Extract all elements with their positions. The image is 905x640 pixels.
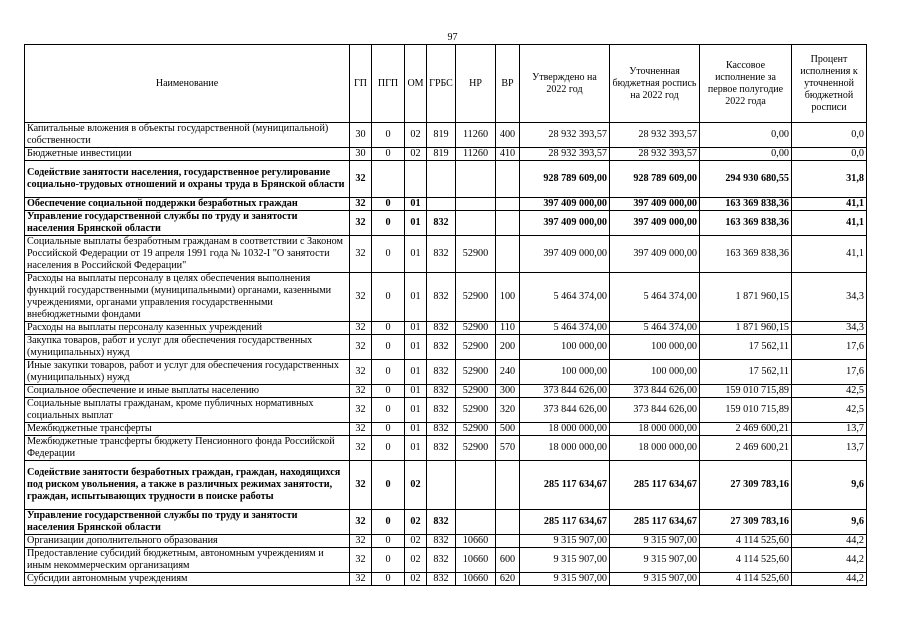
table-cell-grbs <box>427 198 456 211</box>
table-cell-om: 02 <box>405 548 427 573</box>
table-cell-percent: 17,6 <box>792 335 867 360</box>
table-cell-approved: 28 932 393,57 <box>520 148 610 161</box>
table-cell-clarified: 397 409 000,00 <box>610 211 700 236</box>
table-row <box>25 123 867 148</box>
table-cell-om: 01 <box>405 398 427 423</box>
table-cell-clarified: 285 117 634,67 <box>610 510 700 535</box>
table-cell-om: 02 <box>405 535 427 548</box>
table-cell-executed: 163 369 838,36 <box>700 211 792 236</box>
table-cell-vr <box>496 211 520 236</box>
table-cell-vr: 320 <box>496 398 520 423</box>
table-cell-approved: 18 000 000,00 <box>520 436 610 461</box>
table-cell-percent: 42,5 <box>792 398 867 423</box>
table-cell-vr <box>496 236 520 273</box>
table-cell-grbs: 832 <box>427 385 456 398</box>
table-cell-np <box>456 211 496 236</box>
table-cell-clarified: 397 409 000,00 <box>610 198 700 211</box>
table-cell-approved: 397 409 000,00 <box>520 236 610 273</box>
table-row <box>25 198 867 211</box>
table-cell-name: Социальные выплаты гражданам, кроме публичных нормативных социальных выплат <box>25 398 350 423</box>
table-cell-gp: 30 <box>350 123 372 148</box>
table-row <box>25 398 867 423</box>
table-cell-approved: 373 844 626,00 <box>520 385 610 398</box>
table-cell-grbs: 832 <box>427 436 456 461</box>
table-cell-vr: 300 <box>496 385 520 398</box>
table-cell-om <box>405 161 427 198</box>
table-cell-executed: 27 309 783,16 <box>700 461 792 510</box>
table-cell-pgp: 0 <box>372 198 405 211</box>
table-cell-executed: 17 562,11 <box>700 360 792 385</box>
table-cell-pgp: 0 <box>372 335 405 360</box>
table-cell-om: 01 <box>405 385 427 398</box>
table-cell-grbs: 819 <box>427 148 456 161</box>
table-cell-pgp: 0 <box>372 436 405 461</box>
table-row <box>25 510 867 535</box>
table-row <box>25 335 867 360</box>
header-clarified: Уточненная бюджетная роспись на 2022 год <box>610 45 700 123</box>
table-cell-clarified: 9 315 907,00 <box>610 535 700 548</box>
table-cell-percent: 34,3 <box>792 273 867 322</box>
table-cell-gp: 32 <box>350 573 372 586</box>
table-cell-grbs: 832 <box>427 510 456 535</box>
table-cell-gp: 32 <box>350 385 372 398</box>
header-vr: ВР <box>496 45 520 123</box>
table-cell-vr: 620 <box>496 573 520 586</box>
table-cell-approved: 18 000 000,00 <box>520 423 610 436</box>
table-cell-executed: 0,00 <box>700 148 792 161</box>
table-row <box>25 548 867 573</box>
table-cell-pgp: 0 <box>372 236 405 273</box>
table-cell-pgp: 0 <box>372 510 405 535</box>
table-row <box>25 211 867 236</box>
table-cell-np: 52900 <box>456 436 496 461</box>
table-cell-clarified: 100 000,00 <box>610 335 700 360</box>
table-cell-gp: 32 <box>350 360 372 385</box>
table-cell-name: Межбюджетные трансферты бюджету Пенсионного фонда Российской Федерации <box>25 436 350 461</box>
table-cell-grbs: 832 <box>427 322 456 335</box>
table-cell-gp: 32 <box>350 535 372 548</box>
table-cell-np: 52900 <box>456 423 496 436</box>
table-cell-name: Содействие занятости населения, государственное регулирование социально-трудовых отношений и охраны труда в Брянской области <box>25 161 350 198</box>
table-cell-clarified: 5 464 374,00 <box>610 322 700 335</box>
table-cell-om: 01 <box>405 236 427 273</box>
table-cell-name: Управление государственной службы по труду и занятости населения Брянской области <box>25 510 350 535</box>
table-cell-percent: 34,3 <box>792 322 867 335</box>
table-cell-clarified: 373 844 626,00 <box>610 385 700 398</box>
table-cell-clarified: 28 932 393,57 <box>610 148 700 161</box>
page-number: 97 <box>447 32 458 43</box>
table-cell-gp: 32 <box>350 198 372 211</box>
table-cell-executed: 159 010 715,89 <box>700 385 792 398</box>
table-cell-percent: 44,2 <box>792 573 867 586</box>
table-cell-approved: 5 464 374,00 <box>520 322 610 335</box>
table-cell-vr <box>496 198 520 211</box>
table-cell-executed: 17 562,11 <box>700 335 792 360</box>
table-row <box>25 461 867 510</box>
table-cell-clarified: 5 464 374,00 <box>610 273 700 322</box>
table-cell-np: 11260 <box>456 123 496 148</box>
table-cell-grbs: 832 <box>427 573 456 586</box>
table-cell-pgp: 0 <box>372 322 405 335</box>
header-percent: Процент исполнения к уточненной бюджетной росписи <box>792 45 867 123</box>
table-cell-vr: 500 <box>496 423 520 436</box>
table-cell-name: Расходы на выплаты персоналу казенных учреждений <box>25 322 350 335</box>
table-cell-pgp: 0 <box>372 123 405 148</box>
table-cell-om: 02 <box>405 123 427 148</box>
table-cell-approved: 5 464 374,00 <box>520 273 610 322</box>
table-cell-om: 01 <box>405 273 427 322</box>
table-cell-approved: 928 789 609,00 <box>520 161 610 198</box>
table-cell-vr: 570 <box>496 436 520 461</box>
table-cell-gp: 32 <box>350 436 372 461</box>
table-cell-np: 52900 <box>456 322 496 335</box>
table-cell-grbs: 832 <box>427 398 456 423</box>
table-cell-percent: 13,7 <box>792 436 867 461</box>
table-cell-pgp: 0 <box>372 148 405 161</box>
table-cell-pgp: 0 <box>372 385 405 398</box>
table-cell-approved: 100 000,00 <box>520 360 610 385</box>
table-cell-gp: 32 <box>350 273 372 322</box>
table-cell-executed: 159 010 715,89 <box>700 398 792 423</box>
table-cell-vr <box>496 535 520 548</box>
table-cell-om: 02 <box>405 461 427 510</box>
table-cell-approved: 397 409 000,00 <box>520 198 610 211</box>
budget-table <box>24 44 867 586</box>
table-cell-pgp <box>372 161 405 198</box>
table-cell-gp: 30 <box>350 148 372 161</box>
table-cell-percent: 17,6 <box>792 360 867 385</box>
table-cell-vr <box>496 161 520 198</box>
table-cell-name: Субсидии автономным учреждениям <box>25 573 350 586</box>
table-cell-executed: 163 369 838,36 <box>700 198 792 211</box>
table-cell-vr: 110 <box>496 322 520 335</box>
table-row <box>25 535 867 548</box>
table-cell-gp: 32 <box>350 322 372 335</box>
table-cell-percent: 9,6 <box>792 461 867 510</box>
table-cell-vr: 410 <box>496 148 520 161</box>
table-row <box>25 161 867 198</box>
table-cell-np: 10660 <box>456 573 496 586</box>
table-row <box>25 573 867 586</box>
table-cell-approved: 28 932 393,57 <box>520 123 610 148</box>
table-cell-vr: 200 <box>496 335 520 360</box>
table-cell-name: Расходы на выплаты персоналу в целях обеспечения выполнения функций государственными (муниципальными) органами, казенными учреждениями, органами управления государственными внебюджетными фондами <box>25 273 350 322</box>
table-cell-percent: 41,1 <box>792 198 867 211</box>
table-cell-name: Межбюджетные трансферты <box>25 423 350 436</box>
table-cell-clarified: 18 000 000,00 <box>610 436 700 461</box>
table-cell-np <box>456 461 496 510</box>
table-cell-pgp: 0 <box>372 360 405 385</box>
table-cell-np: 10660 <box>456 548 496 573</box>
table-cell-om: 01 <box>405 436 427 461</box>
table-cell-executed: 4 114 525,60 <box>700 535 792 548</box>
header-executed: Кассовое исполнение за первое полугодие 2022 года <box>700 45 792 123</box>
table-cell-name: Обеспечение социальной поддержки безработных граждан <box>25 198 350 211</box>
table-cell-executed: 4 114 525,60 <box>700 573 792 586</box>
table-cell-pgp: 0 <box>372 211 405 236</box>
table-cell-executed: 2 469 600,21 <box>700 423 792 436</box>
table-cell-approved: 285 117 634,67 <box>520 510 610 535</box>
table-cell-gp: 32 <box>350 461 372 510</box>
table-cell-percent: 44,2 <box>792 548 867 573</box>
table-cell-executed: 0,00 <box>700 123 792 148</box>
table-cell-pgp: 0 <box>372 548 405 573</box>
table-cell-grbs: 832 <box>427 535 456 548</box>
table-cell-vr: 600 <box>496 548 520 573</box>
table-cell-clarified: 18 000 000,00 <box>610 423 700 436</box>
table-cell-name: Капитальные вложения в объекты государственной (муниципальной) собственности <box>25 123 350 148</box>
table-cell-percent: 44,2 <box>792 535 867 548</box>
table-cell-approved: 9 315 907,00 <box>520 548 610 573</box>
table-cell-np: 10660 <box>456 535 496 548</box>
table-cell-np <box>456 198 496 211</box>
table-cell-np: 52900 <box>456 385 496 398</box>
table-row <box>25 385 867 398</box>
table-cell-executed: 1 871 960,15 <box>700 273 792 322</box>
table-cell-approved: 285 117 634,67 <box>520 461 610 510</box>
table-cell-clarified: 285 117 634,67 <box>610 461 700 510</box>
table-cell-name: Социальные выплаты безработным гражданам в соответствии с Законом Российской Федерации от 19 апреля 1991 года № 1032-I "О занятости населения в Российской Федерации" <box>25 236 350 273</box>
table-row <box>25 423 867 436</box>
table-cell-gp: 32 <box>350 161 372 198</box>
table-cell-np: 52900 <box>456 360 496 385</box>
table-cell-vr: 400 <box>496 123 520 148</box>
table-cell-approved: 9 315 907,00 <box>520 535 610 548</box>
table-row <box>25 436 867 461</box>
table-cell-gp: 32 <box>350 236 372 273</box>
header-gp: ГП <box>350 45 372 123</box>
table-cell-grbs <box>427 161 456 198</box>
table-cell-clarified: 9 315 907,00 <box>610 573 700 586</box>
table-cell-om: 02 <box>405 510 427 535</box>
table-cell-clarified: 928 789 609,00 <box>610 161 700 198</box>
table-cell-pgp: 0 <box>372 535 405 548</box>
table-cell-clarified: 100 000,00 <box>610 360 700 385</box>
table-cell-name: Бюджетные инвестиции <box>25 148 350 161</box>
table-cell-clarified: 28 932 393,57 <box>610 123 700 148</box>
table-cell-om: 01 <box>405 423 427 436</box>
table-cell-grbs: 832 <box>427 236 456 273</box>
table-cell-np: 11260 <box>456 148 496 161</box>
table-cell-grbs: 832 <box>427 273 456 322</box>
table-cell-executed: 4 114 525,60 <box>700 548 792 573</box>
table-cell-name: Закупка товаров, работ и услуг для обеспечения государственных (муниципальных) нужд <box>25 335 350 360</box>
table-cell-clarified: 397 409 000,00 <box>610 236 700 273</box>
table-cell-clarified: 373 844 626,00 <box>610 398 700 423</box>
table-cell-pgp: 0 <box>372 273 405 322</box>
table-cell-grbs <box>427 461 456 510</box>
table-cell-percent: 13,7 <box>792 423 867 436</box>
table-cell-om: 01 <box>405 335 427 360</box>
table-cell-percent: 0,0 <box>792 123 867 148</box>
table-cell-name: Социальное обеспечение и иные выплаты населению <box>25 385 350 398</box>
table-cell-name: Содействие занятости безработных граждан, граждан, находящихся под риском увольнения, а также в различных режимах занятости, граждан, испытывающих трудности в поиске работы <box>25 461 350 510</box>
table-cell-name: Организации дополнительного образования <box>25 535 350 548</box>
table-cell-vr: 240 <box>496 360 520 385</box>
table-cell-pgp: 0 <box>372 573 405 586</box>
table-cell-gp: 32 <box>350 423 372 436</box>
table-row <box>25 360 867 385</box>
table-cell-np: 52900 <box>456 273 496 322</box>
table-cell-np: 52900 <box>456 398 496 423</box>
header-om: ОМ <box>405 45 427 123</box>
table-cell-gp: 32 <box>350 211 372 236</box>
table-row <box>25 322 867 335</box>
table-cell-grbs: 832 <box>427 211 456 236</box>
table-cell-om: 01 <box>405 211 427 236</box>
table-cell-grbs: 832 <box>427 360 456 385</box>
table-cell-grbs: 832 <box>427 423 456 436</box>
table-header-row <box>25 45 867 123</box>
table-cell-om: 01 <box>405 198 427 211</box>
table-cell-name: Предоставление субсидий бюджетным, автономным учреждениям и иным некоммерческим организациям <box>25 548 350 573</box>
table-cell-np <box>456 161 496 198</box>
table-cell-name: Управление государственной службы по труду и занятости населения Брянской области <box>25 211 350 236</box>
table-cell-clarified: 9 315 907,00 <box>610 548 700 573</box>
table-cell-percent: 41,1 <box>792 211 867 236</box>
table-cell-vr <box>496 510 520 535</box>
table-cell-np: 52900 <box>456 236 496 273</box>
table-cell-om: 02 <box>405 148 427 161</box>
table-body <box>25 123 867 586</box>
table-cell-percent: 41,1 <box>792 236 867 273</box>
table-row <box>25 273 867 322</box>
table-cell-percent: 9,6 <box>792 510 867 535</box>
table-cell-om: 02 <box>405 573 427 586</box>
table-cell-executed: 1 871 960,15 <box>700 322 792 335</box>
table-cell-percent: 31,8 <box>792 161 867 198</box>
table-cell-grbs: 819 <box>427 123 456 148</box>
table-cell-pgp: 0 <box>372 423 405 436</box>
table-cell-np: 52900 <box>456 335 496 360</box>
table-cell-percent: 0,0 <box>792 148 867 161</box>
table-cell-gp: 32 <box>350 548 372 573</box>
table-cell-pgp: 0 <box>372 398 405 423</box>
header-name: Наименование <box>25 45 350 123</box>
header-grbs: ГРБС <box>427 45 456 123</box>
table-cell-executed: 163 369 838,36 <box>700 236 792 273</box>
table-cell-gp: 32 <box>350 335 372 360</box>
table-cell-vr <box>496 461 520 510</box>
table-cell-grbs: 832 <box>427 548 456 573</box>
table-cell-gp: 32 <box>350 510 372 535</box>
table-row <box>25 148 867 161</box>
table-cell-om: 01 <box>405 322 427 335</box>
table-cell-gp: 32 <box>350 398 372 423</box>
table-cell-np <box>456 510 496 535</box>
table-cell-approved: 100 000,00 <box>520 335 610 360</box>
table-cell-percent: 42,5 <box>792 385 867 398</box>
table-cell-executed: 2 469 600,21 <box>700 436 792 461</box>
header-np: НР <box>456 45 496 123</box>
table-cell-pgp: 0 <box>372 461 405 510</box>
table-cell-name: Иные закупки товаров, работ и услуг для обеспечения государственных (муниципальных) нужд <box>25 360 350 385</box>
table-cell-om: 01 <box>405 360 427 385</box>
table-cell-approved: 373 844 626,00 <box>520 398 610 423</box>
header-pgp: ПГП <box>372 45 405 123</box>
table-cell-approved: 9 315 907,00 <box>520 573 610 586</box>
table-cell-executed: 27 309 783,16 <box>700 510 792 535</box>
header-approved: Утверждено на 2022 год <box>520 45 610 123</box>
table-cell-vr: 100 <box>496 273 520 322</box>
table-cell-approved: 397 409 000,00 <box>520 211 610 236</box>
table-cell-grbs: 832 <box>427 335 456 360</box>
table-cell-executed: 294 930 680,55 <box>700 161 792 198</box>
table-row <box>25 236 867 273</box>
